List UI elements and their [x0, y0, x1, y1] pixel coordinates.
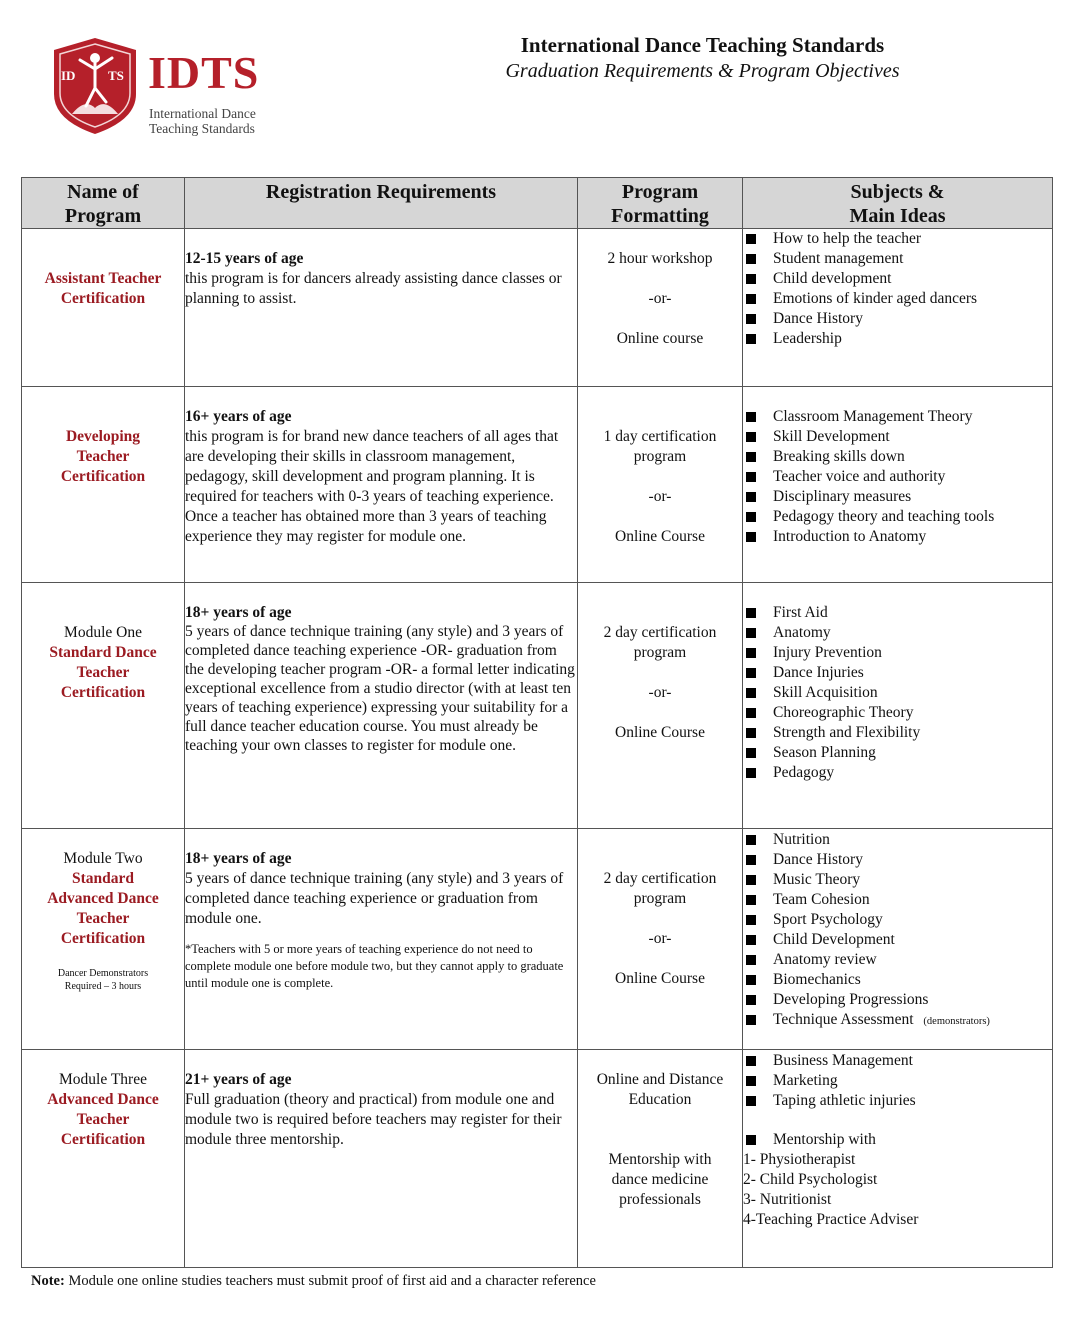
table-row [22, 387, 1053, 583]
subjects-cell [743, 583, 1053, 829]
table-row [22, 229, 1053, 387]
subjects-cell [743, 229, 1053, 387]
format-line: Online course [616, 330, 704, 347]
program-name: Certification [60, 930, 146, 947]
subjects-list [743, 1051, 1052, 1230]
subject-suffix: (demonstrators) [923, 1016, 990, 1027]
registration-cell [185, 387, 578, 583]
col-header-subjects-line1: Subjects & [850, 181, 945, 203]
subjects-list [743, 407, 1052, 547]
format-cell [578, 1050, 743, 1268]
col-header-registration: Registration Requirements [185, 178, 578, 229]
col-header-name-line1: Name of [67, 181, 139, 203]
mentor-item: 2- Child Psychologist [743, 1171, 878, 1188]
subject-item: Skill Acquisition [743, 683, 1052, 703]
subject-item: Leadership [743, 329, 1052, 349]
demonstrator-note [22, 967, 184, 993]
subject-item: Music Theory [743, 870, 1052, 890]
program-name: Certification [60, 1131, 146, 1148]
subject-item: Teacher voice and authority [743, 467, 1052, 487]
program-name-cell [22, 829, 185, 1050]
subject-item: Pedagogy theory and teaching tools [743, 507, 1052, 527]
registration-description: 5 years of dance technique training (any style) and 3 years of completed dance teaching experience or graduation from module one. [185, 870, 564, 927]
subject-item: Dance History [743, 850, 1052, 870]
format-cell [578, 829, 743, 1050]
format-line: Online Course [615, 724, 705, 741]
format-line: Mentorship with [608, 1151, 712, 1168]
program-name: Developing [65, 428, 141, 445]
program-name: Teacher [76, 1111, 130, 1128]
subject-item: Child Development [743, 930, 1052, 950]
shield-left-text: ID [61, 68, 76, 83]
module-label: Module Three [59, 1071, 147, 1088]
age-requirement: 21+ years of age [185, 1071, 292, 1088]
registration-cell [185, 229, 578, 387]
module-label: Module Two [63, 850, 143, 867]
subject-item: Strength and Flexibility [743, 723, 1052, 743]
format-or: -or- [648, 684, 672, 701]
subjects-cell [743, 387, 1053, 583]
subject-item: Disciplinary measures [743, 487, 1052, 507]
teacher-footnote: *Teachers with 5 or more years of teaching experience do not need to complete module one before module two, but they cannot apply to graduate until module one is complete. [185, 942, 564, 990]
shield-logo-icon [50, 36, 140, 136]
format-line: Education [628, 1091, 692, 1108]
format-line: program [633, 890, 687, 907]
format-line: program [633, 644, 687, 661]
format-line: professionals [619, 1191, 701, 1208]
brand-name: IDTS [148, 47, 260, 98]
registration-description: 5 years of dance technique training (any style) and 3 years of completed dance teaching experience -OR- graduation from the developing teacher program -OR- a formal letter indicating exceptional excellence from a studio director (with at least ten years of teaching experience) expressing your suitability for a full dance teacher education course. You must already be teaching your own classes to register for module one. [185, 623, 575, 754]
format-cell [578, 583, 743, 829]
idts-logo [50, 36, 280, 141]
col-header-format [578, 178, 743, 229]
footer-note [31, 1273, 596, 1290]
note-label: Note: [31, 1273, 65, 1289]
registration-cell [185, 1050, 578, 1268]
col-header-name [22, 178, 185, 229]
program-name-cell [22, 1050, 185, 1268]
registration-description: this program is for dancers already assisting dance classes or planning to assist. [185, 270, 562, 307]
note-text: Module one online studies teachers must submit proof of first aid and a character reference [64, 1273, 596, 1289]
format-line: 1 day certification [603, 428, 717, 445]
subject-item: Skill Development [743, 427, 1052, 447]
format-or: -or- [648, 930, 672, 947]
subjects-list [743, 603, 1052, 783]
table-header-row [22, 178, 1053, 229]
subjects-cell [743, 1050, 1053, 1268]
brand-subtitle-line2: Teaching Standards [149, 121, 255, 136]
registration-description: Full graduation (theory and practical) from module one and module two is required before teachers may register for their module three mentorship. [185, 1091, 562, 1148]
subject-item: First Aid [743, 603, 1052, 623]
program-name: Certification [60, 684, 146, 701]
subject-item: Child development [743, 269, 1052, 289]
table-row [22, 829, 1053, 1050]
demonstrator-note-line1: Dancer Demonstrators [57, 968, 149, 979]
subject-item: Anatomy [743, 623, 1052, 643]
program-name: Standard Dance [49, 644, 157, 661]
program-name: Teacher [76, 664, 130, 681]
format-cell [578, 229, 743, 387]
page-subtitle: Graduation Requirements & Program Objectives [505, 60, 900, 82]
subject-item: Mentorship with [743, 1130, 1052, 1150]
subject-item: Nutrition [743, 830, 1052, 850]
subject-spacer [743, 1111, 1052, 1130]
age-requirement: 16+ years of age [185, 408, 292, 425]
page-title: International Dance Teaching Standards [520, 33, 885, 57]
program-name: Advanced Dance [47, 1091, 159, 1108]
subject-item: Season Planning [743, 743, 1052, 763]
program-name: Certification [60, 468, 146, 485]
col-header-name-line2: Program [64, 205, 142, 227]
subject-item: Introduction to Anatomy [743, 527, 1052, 547]
subject-item [743, 1010, 1052, 1032]
subject-item: Team Cohesion [743, 890, 1052, 910]
table-row [22, 1050, 1053, 1268]
col-header-subjects-line2: Main Ideas [849, 205, 946, 227]
age-requirement: 12-15 years of age [185, 250, 304, 267]
format-cell [578, 387, 743, 583]
subject-text: Technique Assessment [773, 1011, 914, 1028]
age-requirement: 18+ years of age [185, 850, 292, 867]
subject-item: Marketing [743, 1071, 1052, 1091]
requirements-table [21, 177, 1053, 1268]
program-name-cell [22, 583, 185, 829]
registration-cell [185, 583, 578, 829]
program-name: Certification [60, 290, 146, 307]
subject-item: Taping athletic injuries [743, 1091, 1052, 1111]
subjects-list [743, 830, 1052, 1032]
program-name: Teacher [76, 448, 130, 465]
program-name: Assistant Teacher [44, 270, 162, 287]
col-header-format-line2: Formatting [611, 205, 709, 227]
subjects-cell [743, 829, 1053, 1050]
registration-cell [185, 829, 578, 1050]
subject-item: Developing Progressions [743, 990, 1052, 1010]
format-line: 2 hour workshop [607, 250, 713, 267]
subject-item: Sport Psychology [743, 910, 1052, 930]
format-line: dance medicine [611, 1171, 709, 1188]
subject-item: Classroom Management Theory [743, 407, 1052, 427]
brand-subtitle [149, 106, 289, 136]
demonstrator-note-line2: Required – 3 hours [64, 981, 142, 992]
subject-item: Anatomy review [743, 950, 1052, 970]
module-label: Module One [64, 624, 142, 641]
subject-item: Injury Prevention [743, 643, 1052, 663]
col-header-subjects [743, 178, 1053, 229]
format-line: Online Course [615, 970, 705, 987]
program-name: Advanced Dance [47, 890, 159, 907]
col-header-format-line1: Program [621, 181, 699, 203]
format-line: program [633, 448, 687, 465]
table-row [22, 583, 1053, 829]
subject-item: Biomechanics [743, 970, 1052, 990]
subjects-list [743, 229, 1052, 349]
format-or: -or- [648, 290, 672, 307]
program-name-cell [22, 229, 185, 387]
format-line: 2 day certification [603, 624, 717, 641]
program-name: Teacher [76, 910, 130, 927]
brand-subtitle-line1: International Dance [149, 106, 256, 121]
subject-item: Choreographic Theory [743, 703, 1052, 723]
mentor-item: 3- Nutritionist [743, 1191, 832, 1208]
subject-item: Student management [743, 249, 1052, 269]
shield-right-text: TS [108, 68, 124, 83]
subject-item: Emotions of kinder aged dancers [743, 289, 1052, 309]
format-line: Online Course [615, 528, 705, 545]
age-requirement: 18+ years of age [185, 604, 292, 621]
format-line: 2 day certification [603, 870, 717, 887]
subject-item: Breaking skills down [743, 447, 1052, 467]
subject-item: How to help the teacher [743, 229, 1052, 249]
format-or: -or- [648, 488, 672, 505]
subject-item: Dance Injuries [743, 663, 1052, 683]
program-name-cell [22, 387, 185, 583]
subject-item: Pedagogy [743, 763, 1052, 783]
registration-description: this program is for brand new dance teachers of all ages that are developing their skills in classroom management, pedagogy, skill development and program planning. It is required for teachers with 0-3 years of teaching experience. Once a teacher has obtained more than 3 years of teaching experience they may register for module one. [185, 428, 559, 545]
mentor-item: 1- Physiotherapist [743, 1151, 856, 1168]
subject-item: Business Management [743, 1051, 1052, 1071]
subject-item: Dance History [743, 309, 1052, 329]
mentor-item: 4-Teaching Practice Adviser [743, 1211, 919, 1228]
format-line: Online and Distance [596, 1071, 724, 1088]
program-name: Standard [71, 870, 135, 887]
